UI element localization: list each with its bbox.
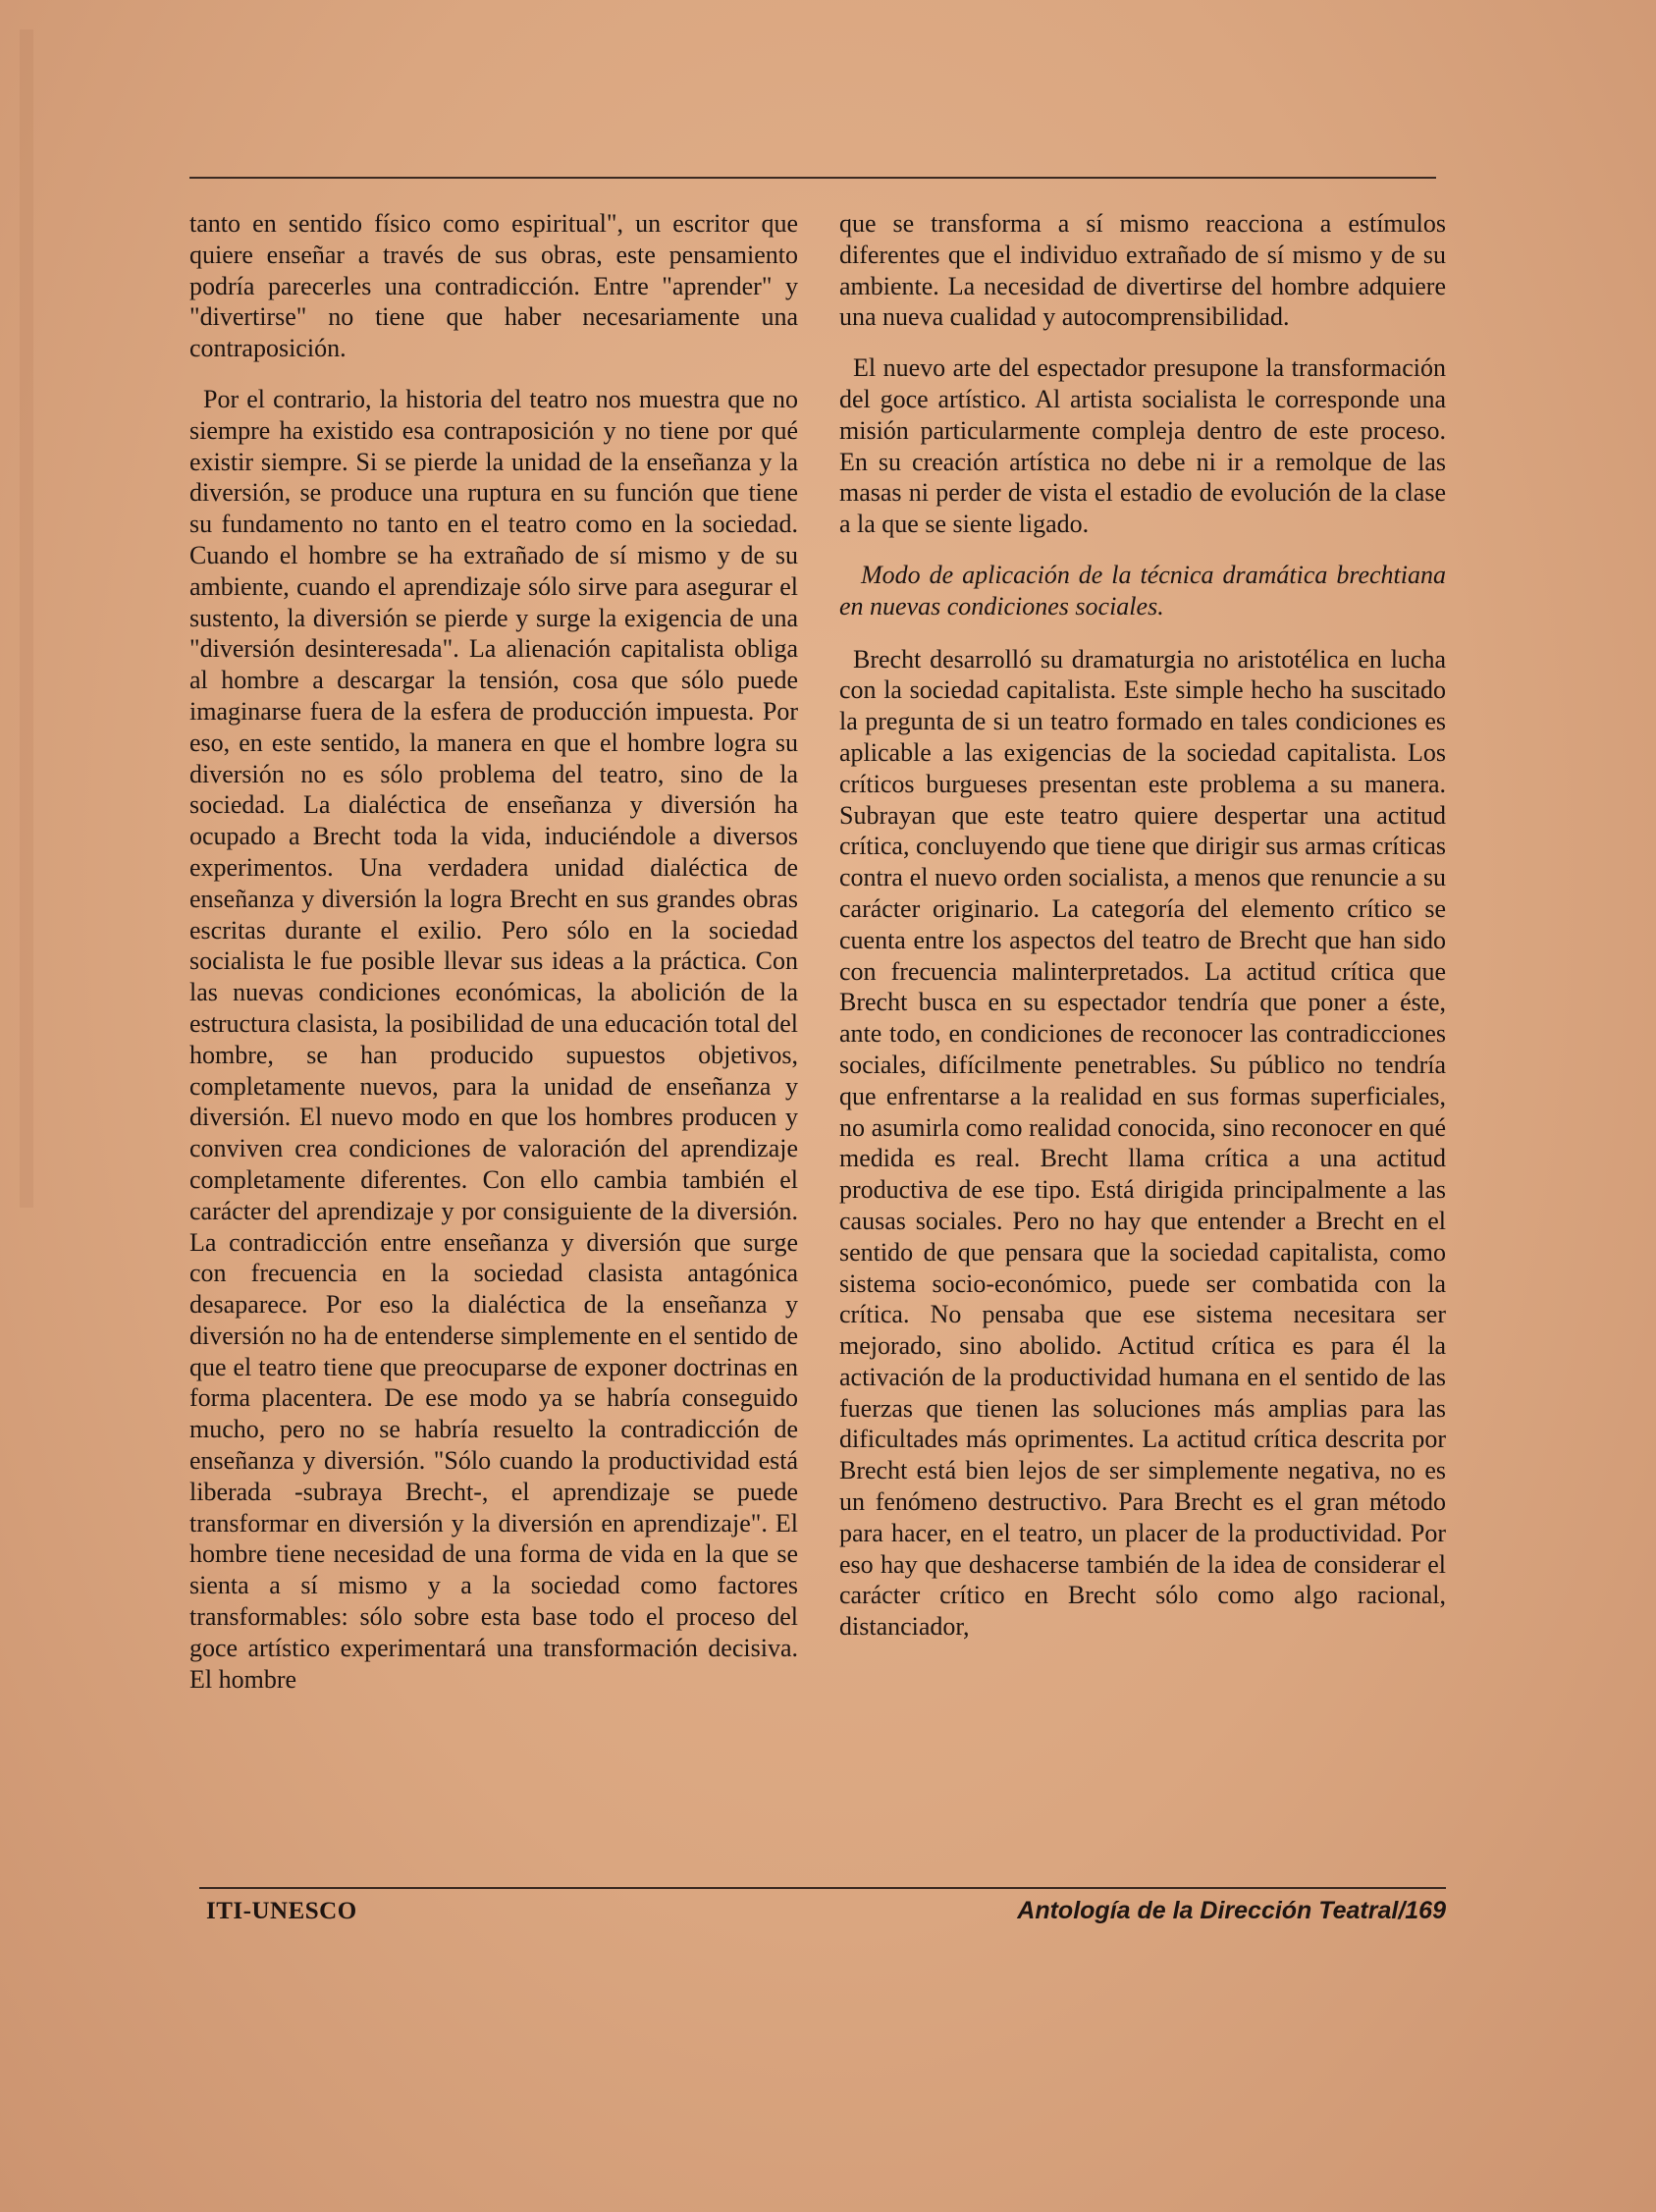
page-footer [206,1897,1446,1925]
bottom-rule [199,1887,1446,1889]
footer-title-page-number: Antología de la Dirección Teatral/169 [1017,1897,1446,1924]
left-column [189,208,798,1714]
section-subheading: Modo de aplicación de la técnica dramática brechtiana en nuevas condiciones sociales. [839,560,1446,620]
right-column [839,208,1446,1662]
footer-publisher: ITI-UNESCO [206,1898,357,1924]
paragraph: Por el contrario, la historia del teatro nos muestra que no siempre ha existido esa contraposición y no tiene por qué existir siempre. Si se pierde la unidad de la enseñanza y la diversión, se produce una ruptura en su función que tiene su fundamento no tanto en el teatro como en la sociedad. Cuando el hombre se ha extrañado de sí mismo y de su ambiente, cuando el aprendizaje sólo sirve para asegurar el sustento, la diversión se pierde y surge la exigencia de una "diversión desinteresada". La alienación capitalista obliga al hombre a descargar la tensión, cosa que sólo puede imaginarse fuera de la esfera de producción impuesta. Por eso, en este sentido, la manera en que el hombre logra su diversión no es sólo problema del teatro, sino de la sociedad. La dialéctica de enseñanza y diversión ha ocupado a Brecht toda la vida, induciéndole a diversos experimentos. Una verdadera unidad dialéctica de enseñanza y diversión la logra Brecht en sus grandes obras escritas durante el exilio. Pero sólo en la sociedad socialista le fue posible llevar sus ideas a la práctica. Con las nuevas condiciones económicas, la abolición de la estructura clasista, la posibilidad de una educación total del hombre, se han producido supuestos objetivos, completamente nuevos, para la unidad de enseñanza y diversión. El nuevo modo en que los hombres producen y conviven crea condiciones de valoración del aprendizaje completamente diferentes. Con ello cambia también el carácter del aprendizaje y por consiguiente de la diversión. La contradicción entre enseñanza y diversión que surge con frecuencia en la sociedad clasista antagónica desaparece. Por eso la dialéctica de la enseñanza y diversión no ha de entenderse simplemente en el sentido de que el teatro tiene que preocuparse de exponer doctrinas en forma placentera. De ese modo ya se habría conseguido mucho, pero no se habría resuelto la contradicción de enseñanza y diversión. "Sólo cuando la productividad está liberada -subraya Brecht-, el aprendizaje se puede transformar en diversión y la diversión en aprendizaje". El hombre tiene necesidad de una forma de vida en la que se sienta a sí mismo y a la sociedad como factores transformables: sólo sobre esta base todo el proceso del goce artístico experimentará una transformación decisiva. El hombre [189,384,798,1694]
paragraph: El nuevo arte del espectador presupone la transformación del goce artístico. Al artista socialista le corresponde una misión particularmente compleja dentro de este proceso. En su creación artística no debe ni ir a remolque de las masas ni perder de vista el estadio de evolución de la clase a la que se siente ligado. [839,353,1446,539]
top-rule [189,177,1436,179]
paragraph: tanto en sentido físico como espiritual", un escritor que quiere enseñar a través de sus obras, este pensamiento podría parecerles una contradicción. Entre "aprender" y "divertirse" no tiene que haber necesariamente una contraposición. [189,209,798,363]
paragraph: que se transforma a sí mismo reacciona a estímulos diferentes que el individuo extrañado de sí mismo y de su ambiente. La necesidad de divertirse del hombre adquiere una nueva cualidad y autocomprensibilidad. [839,209,1446,332]
paragraph: Brecht desarrolló su dramaturgia no aristotélica en lucha con la sociedad capitalista. Este simple hecho ha suscitado la pregunta de si un teatro formado en tales condiciones es aplicable a las exigencias de la sociedad capitalista. Los críticos burgueses presentan este problema a su manera. Subrayan que este teatro quiere despertar una actitud crítica, concluyendo que tiene que dirigir sus armas críticas contra el nuevo orden socialista, a menos que renuncie a su carácter originario. La categoría del elemento crítico se cuenta entre los aspectos del teatro de Brecht que han sido con frecuencia malinterpretados. La actitud crítica que Brecht busca en su espectador tendría que poner a éste, ante todo, en condiciones de reconocer las contradicciones sociales, difícilmente penetrables. Su público no tendría que enfrentarse a la realidad en sus formas superficiales, no asumirla como realidad conocida, sino reconocer en qué medida es real. Brecht llama crítica a una actitud productiva de ese tipo. Está dirigida principalmente a las causas sociales. Pero no hay que entender a Brecht en el sentido de que pensara que la sociedad capitalista, como sistema socio-económico, puede ser combatida con la crítica. No pensaba que ese sistema necesitara ser mejorado, sino abolido. Actitud crítica es para él la activación de la productividad humana en el sentido de las fuerzas que tienen las soluciones más amplias para las dificultades más oprimentes. La actitud crítica descrita por Brecht está bien lejos de ser simplemente negativa, no es un fenómeno destructivo. Para Brecht es el gran método para hacer, en el teatro, un placer de la productividad. Por eso hay que deshacerse también de la idea de considerar el carácter crítico en Brecht sólo como algo racional, distanciador, [839,644,1446,1642]
